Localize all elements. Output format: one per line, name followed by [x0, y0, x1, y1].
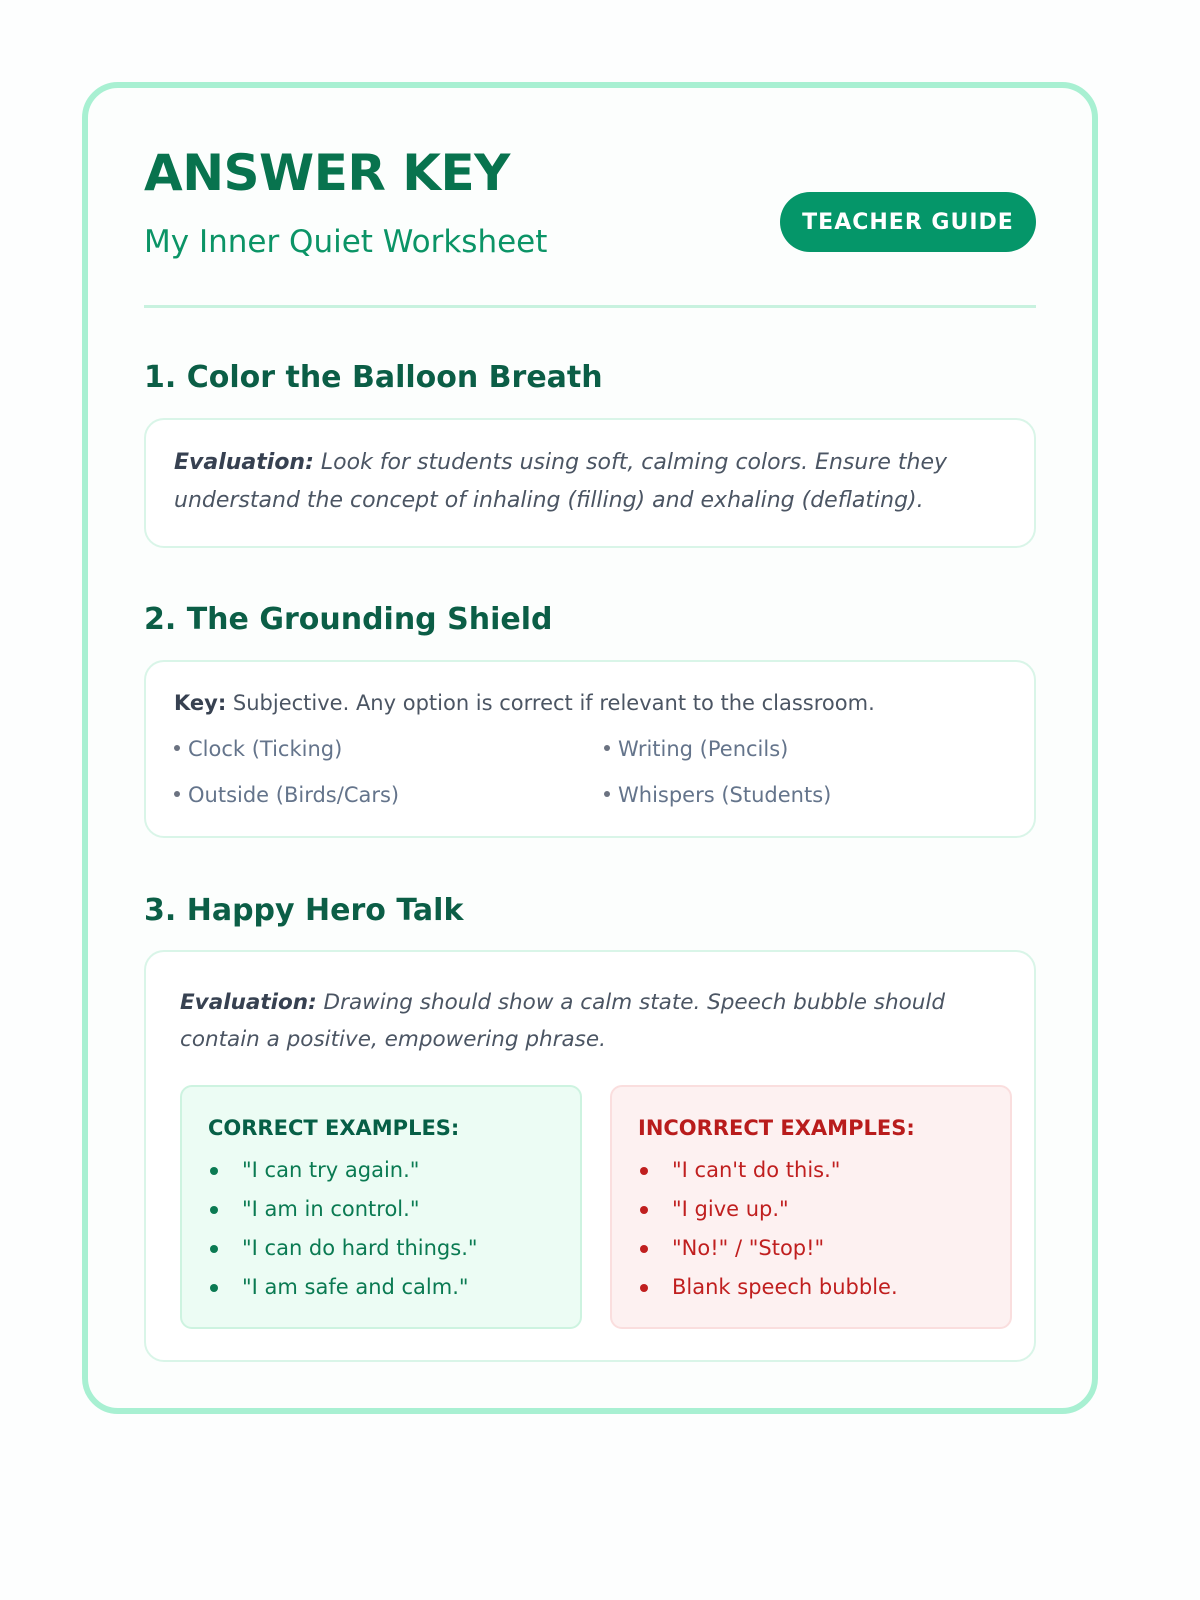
correct-examples-box [180, 1085, 582, 1329]
list-item [604, 780, 1008, 810]
teacher-guide-badge: TEACHER GUIDE [780, 192, 1036, 252]
correct-examples-list [208, 1151, 554, 1307]
bullet-icon [604, 791, 610, 797]
list-item [638, 1151, 984, 1190]
section-2-box [144, 660, 1036, 838]
bullet-icon [210, 1206, 218, 1214]
example-text: "I am in control." [242, 1197, 420, 1221]
list-item [208, 1190, 554, 1229]
evaluation-label: Evaluation: [174, 450, 314, 475]
bullet-icon [174, 745, 180, 751]
evaluation-text: Look for students using soft, calming colors. Ensure they understand the concept of inhaling (filling) and exhaling (deflating). [174, 450, 948, 513]
list-item [174, 780, 604, 810]
page-subtitle: My Inner Quiet Worksheet [144, 224, 548, 260]
key-text: Subjective. Any option is correct if relevant to the classroom. [226, 691, 875, 715]
option-label: Whispers (Students) [618, 783, 832, 807]
answer-key-card [82, 82, 1098, 1414]
section-1-box [144, 418, 1036, 548]
incorrect-examples-list [638, 1151, 984, 1307]
section-1-evaluation [174, 444, 1008, 520]
example-text: "I can try again." [242, 1158, 420, 1182]
section-3-evaluation [180, 984, 1008, 1058]
key-label: Key: [174, 691, 227, 715]
bullet-icon [640, 1284, 648, 1292]
list-item [208, 1268, 554, 1307]
example-text: "I can't do this." [672, 1158, 841, 1182]
header [144, 138, 1036, 298]
list-item [208, 1229, 554, 1268]
list-item [174, 734, 604, 764]
list-item [638, 1229, 984, 1268]
bullet-icon [210, 1284, 218, 1292]
evaluation-text: Drawing should show a calm state. Speech bubble should contain a positive, empowering phrase. [180, 990, 946, 1052]
incorrect-examples-box [610, 1085, 1012, 1329]
list-item [638, 1190, 984, 1229]
section-2-key [174, 688, 1008, 718]
section-1-title: 1. Color the Balloon Breath [144, 360, 603, 395]
bullet-icon [210, 1245, 218, 1253]
option-label: Writing (Pencils) [618, 737, 789, 761]
incorrect-examples-heading: INCORRECT EXAMPLES: [638, 1116, 915, 1140]
section-2-title: 2. The Grounding Shield [144, 602, 553, 637]
bullet-icon [210, 1167, 218, 1175]
section-3-title: 3. Happy Hero Talk [144, 893, 464, 928]
section-3-box [144, 950, 1036, 1362]
example-text: "I am safe and calm." [242, 1275, 469, 1299]
example-text: "I can do hard things." [242, 1236, 478, 1260]
correct-examples-heading: CORRECT EXAMPLES: [208, 1116, 460, 1140]
header-divider [144, 305, 1036, 308]
bullet-icon [174, 791, 180, 797]
page-title: ANSWER KEY [144, 144, 510, 202]
list-item [638, 1268, 984, 1307]
example-text: "No!" / "Stop!" [672, 1236, 825, 1260]
evaluation-label: Evaluation: [180, 990, 317, 1015]
option-label: Clock (Ticking) [188, 737, 343, 761]
bullet-icon [640, 1167, 648, 1175]
bullet-icon [640, 1206, 648, 1214]
list-item [208, 1151, 554, 1190]
list-item [604, 734, 1008, 764]
example-text: Blank speech bubble. [672, 1275, 898, 1299]
option-label: Outside (Birds/Cars) [188, 783, 400, 807]
bullet-icon [604, 745, 610, 751]
example-text: "I give up." [672, 1197, 789, 1221]
bullet-icon [640, 1245, 648, 1253]
grounding-options [174, 734, 1008, 810]
